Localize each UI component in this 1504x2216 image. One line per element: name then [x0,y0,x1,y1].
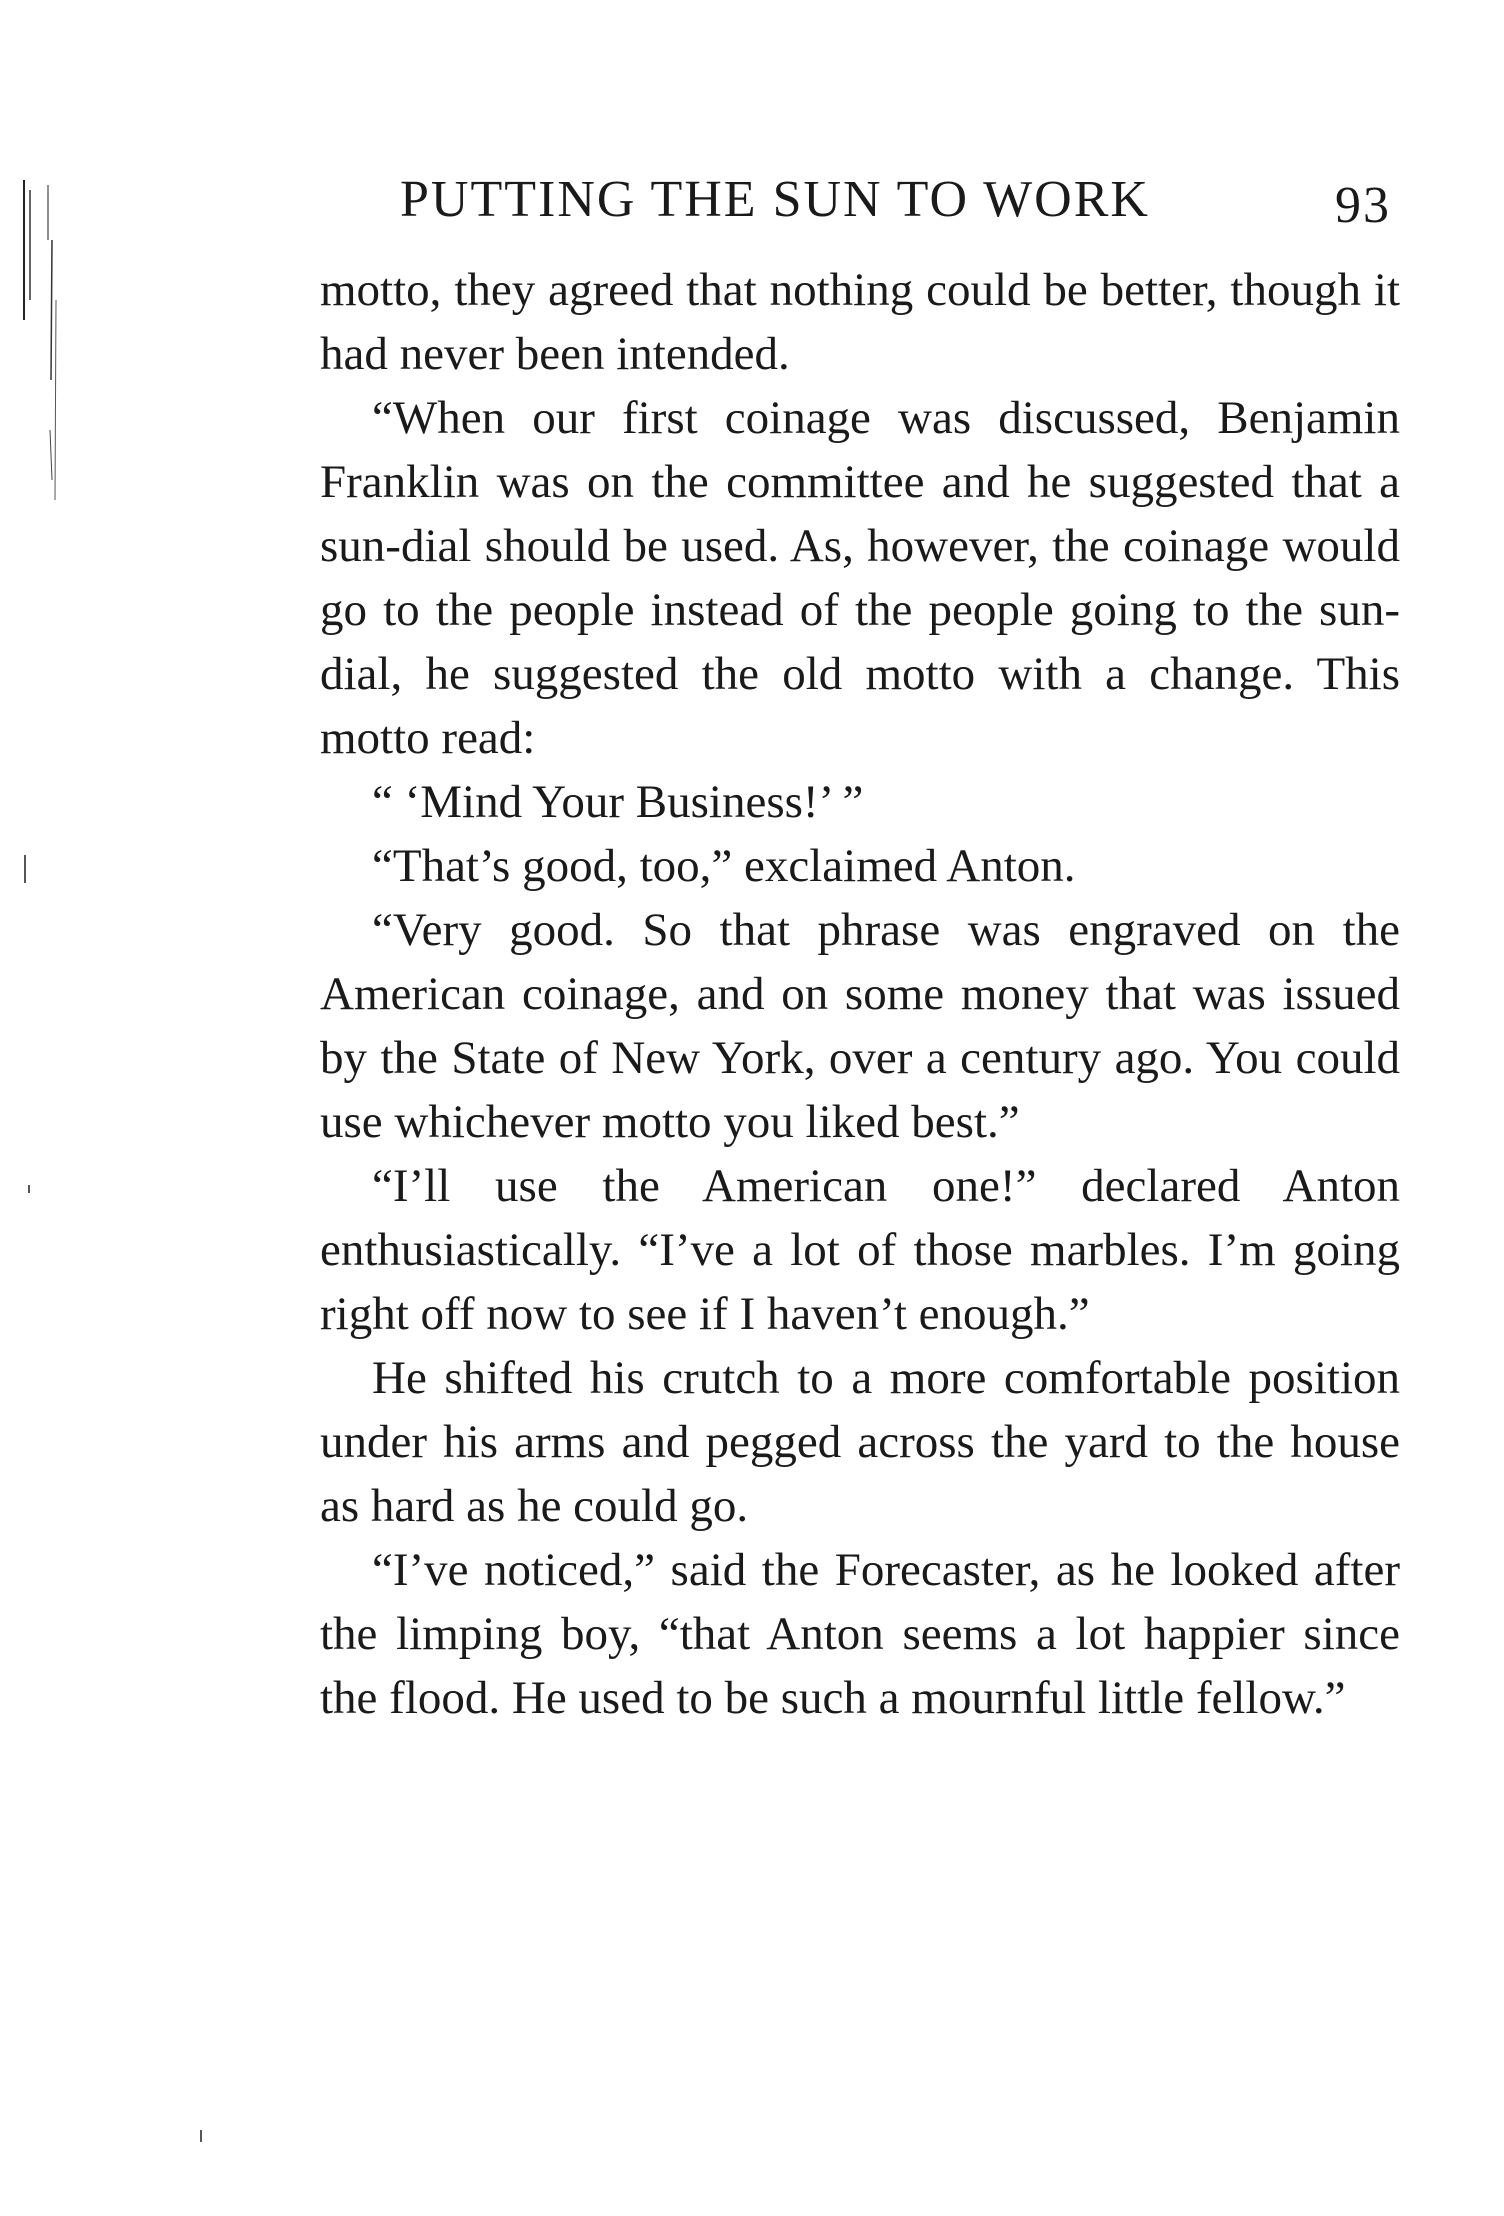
paragraph: “I’ll use the American one!” declared Anton enthusiastically. “I’ve a lot of those marbles. I’m going right off now to see if I haven’t enough.” [320,1160,1400,1340]
binding-edge-marks [18,180,68,510]
paragraph: “That’s good, too,” exclaimed Anton. [372,840,1076,892]
paragraph: He shifted his crutch to a more comfortable position under his arms and pegged across the yard to the house as hard as he could go. [320,1352,1400,1532]
stray-mark [200,2130,202,2142]
paragraph: “Very good. So that phrase was engraved on the American coinage, and on some money that was issued by the State of New York, over a century ago. You could use whichever motto you liked best.” [320,904,1400,1148]
body-text [320,258,1400,1730]
stray-mark [28,1185,30,1193]
page-number: 93 [1335,177,1391,234]
running-head: PUTTING THE SUN TO WORK [400,171,1150,228]
paragraph: “When our first coinage was discussed, Benjamin Franklin was on the committee and he suggested that a sun-dial should be used. As, however, the coinage would go to the people instead of the people going to the sun-dial, he suggested the old motto with a change. This motto read: [320,392,1400,764]
stray-mark [24,855,26,883]
paragraph: “I’ve noticed,” said the Forecaster, as he looked after the limping boy, “that Anton seems a lot happier since the flood. He used to be such a mournful little fellow.” [320,1544,1400,1724]
paragraph: “ ‘Mind Your Business!’ ” [372,776,864,828]
paragraph: motto, they agreed that nothing could be better, though it had never been intended. [320,264,1400,380]
page-header [400,165,1400,235]
